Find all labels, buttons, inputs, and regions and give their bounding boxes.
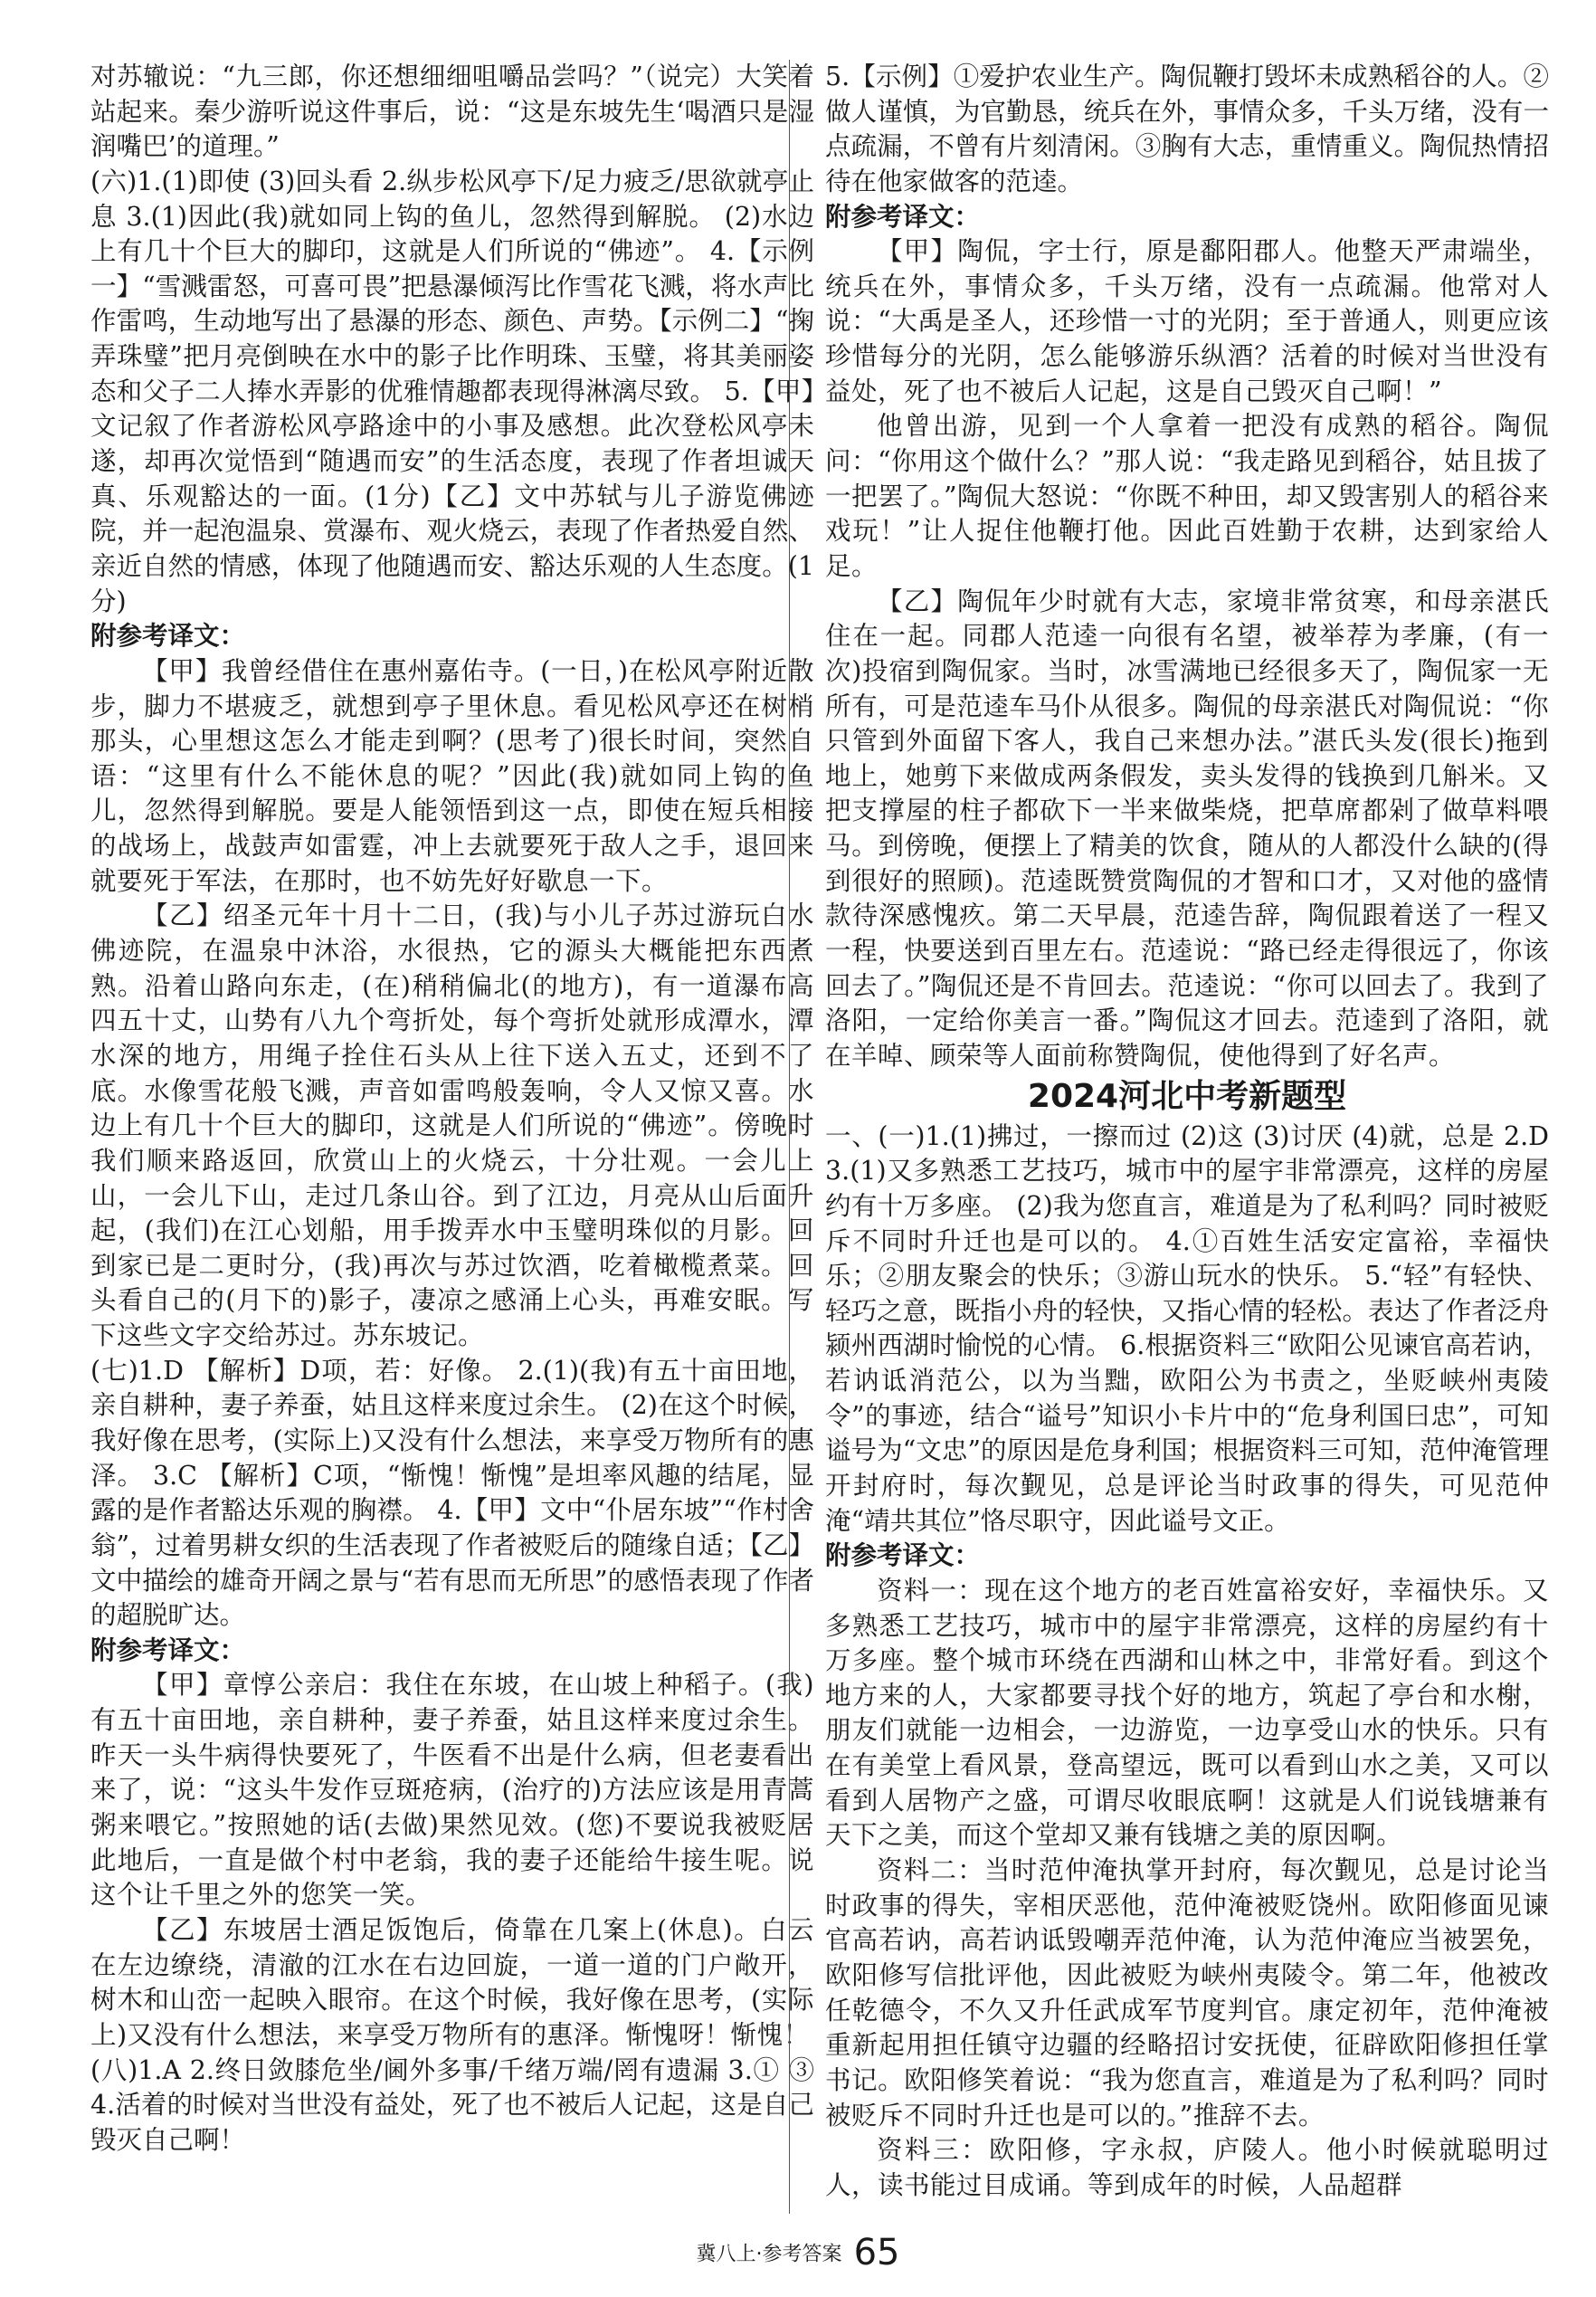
- left-answer-paragraph: (八)1.A 2.终日敛膝危坐/阃外多事/千绪万端/罔有遗漏 3.① ③ 4.活着的时候对当世没有益处，死了也不被后人记起，这是自己毁灭自己啊！: [90, 2054, 814, 2155]
- page-number: 65: [853, 2232, 900, 2273]
- left-translation-paragraph: 【乙】东坡居士酒足饭饱后，倚靠在几案上(休息)。白云在左边缭绕，清澈的江水在右边回旋，一道一道的门户敞开，树木和山峦一起映入眼帘。在这个时候，我好像在思考，(实际上)又没有什么想法，来享受万物所有的惠泽。惭愧呀！惭愧！: [90, 1914, 814, 2050]
- left-translation-paragraph: 【乙】绍圣元年十月十二日，(我)与小儿子苏过游玩白水佛迹院，在温泉中沐浴，水很热，它的源头大概能把东西煮熟。沿着山路向东走，(在)稍稍偏北(的地方)，有一道瀑布高四五十丈，山势有八九个弯折处，每个弯折处就形成潭水，潭水深的地方，用绳子拴住石头从上往下送入五丈，还到不了底。水像雪花般飞溅，声音如雷鸣般轰响，令人又惊又喜。水边上有几十个巨大的脚印，这就是人们所说的“佛迹”。傍晚时我们顺来路返回，欣赏山上的火烧云，十分壮观。一会儿上山，一会儿下山，走过几条山谷。到了江边，月亮从山后面升起，(我们)在江心划船，用手拨弄水中玉璧明珠似的月影。回到家已是二更时分，(我)再次与苏过饮酒，吃着橄榄煮菜。回头看自己的(月下的)影子，凄凉之感涌上心头，再难安眠。写下这些文字交给苏过。苏东坡记。: [90, 901, 814, 1351]
- column-divider: [789, 60, 790, 2214]
- right-answer-paragraph: 5.【示例】①爱护农业生产。陶侃鞭打毁坏未成熟稻谷的人。②做人谨慎，为官勤恳，统兵在外，事情众多，千头万绪，没有一点疏漏，不曾有片刻清闲。③胸有大志，重情重义。陶侃热情招待在他家做客的范逵。: [825, 62, 1549, 196]
- right-translation-paragraph: 资料二：当时范仲淹执掌开封府，每次觐见，总是讨论当时政事的得失，宰相厌恶他，范仲淹被贬饶州。欧阳修面见谏官高若讷，高若讷诋毁嘲弄范仲淹，认为范仲淹应当被罢免，欧阳修写信批评他，因此被贬为峡州夷陵令。第二年，他被改任乾德令，不久又升任武成军节度判官。康定初年，范仲淹被重新起用担任镇守边疆的经略招讨安抚使，征辟欧阳修担任掌书记。欧阳修笑着说：“我为您直言，难道是为了私利吗？同时被贬斥不同时升迁也是可以的。”推辞不去。: [825, 1855, 1549, 2130]
- right-answer-paragraph: 一、(一)1.(1)拂过，一擦而过 (2)这 (3)讨厌 (4)就，总是 2.D 3.(1)又多熟悉工艺技巧，城市中的屋宇非常漂亮，这样的房屋约有十万多座。 (2)我为您直言，难道是为了私利吗？同时被贬斥不同时升迁也是可以的。 4.①百姓生活安定富裕，幸福快乐；②朋友聚会的快乐；③游山玩水的快乐。 5.“轻”有轻快、轻巧之意，既指小舟的轻快，又指心情的轻松。表达了作者泛舟颍州西湖时愉悦的心情。 6.根据资料三“欧阳公见谏官高若讷，若讷诋消范公，以为当黜，欧阳公为书责之，坐贬峡州夷陵令”的事迹，结合“谥号”知识小卡片中的“危身利国曰忠”，可知谥号为“文忠”的原因是危身利国；根据资料三可知，范仲淹管理开封府时，每次觐见，总是评论当时政事的得失，可见范仲淹“靖共其位”恪尽职守，因此谥号文正。: [825, 1120, 1549, 1536]
- right-translation-paragraph: 资料一：现在这个地方的老百姓富裕安好，幸福快乐。又多熟悉工艺技巧，城市中的屋宇非常漂亮，这样的房屋约有十万多座。整个城市环绕在西湖和山林之中，非常好看。到这个地方来的人，大家都要寻找个好的地方，筑起了亭台和水榭，朋友们就能一边相会，一边游览，一边享受山水的快乐。只有在有美堂上看风景，登高望远，既可以看到山水之美，又可以看到人居物产之盛，可谓尽收眼底啊！这就是人们说钱塘兼有天下之美，而这个堂却又兼有钱塘之美的原因啊。: [825, 1575, 1549, 1851]
- right-translation-heading: 附参考译文：: [825, 1540, 981, 1571]
- right-translation-paragraph: 【甲】陶侃，字士行，原是鄱阳郡人。他整天严肃端坐，统兵在外，事情众多，千头万绪，没有一点疏漏。他常对人说：“大禹是圣人，还珍惜一寸的光阴；至于普通人，则更应该珍惜每分的光阴，怎么能够游乐纵酒？活着的时候对当世没有益处，死了也不被后人记起，这是自己毁灭自己啊！”: [825, 236, 1549, 406]
- footer-label: 冀八上·参考答案: [696, 2243, 842, 2266]
- right-translation-paragraph: 资料三：欧阳修，字永叔，庐陵人。他小时候就聪明过人，读书能过目成诵。等到成年的时候，人品超群: [825, 2135, 1549, 2200]
- right-section-title: 2024河北中考新题型: [1027, 1077, 1347, 1115]
- left-translation-paragraph: 【甲】我曾经借住在惠州嘉佑寺。(一日，)在松风亭附近散步，脚力不堪疲乏，就想到亭子里休息。看见松风亭还在树梢那头，心里想这怎么才能走到啊？(思考了)很长时间，突然自语：“这里有什么不能休息的呢？”因此(我)就如同上钩的鱼儿，忽然得到解脱。要是人能领悟到这一点，即使在短兵相接的战场上，战鼓声如雷霆，冲上去就要死于敌人之手，退回来就要死于军法，在那时，也不妨先好好歇息一下。: [90, 655, 814, 896]
- left-translation-paragraph: 【甲】章惇公亲启：我住在东坡，在山坡上种稻子。(我)有五十亩田地，亲自耕种，妻子养蚕，姑且这样来度过余生。昨天一头牛病得快要死了，牛医看不出是什么病，但老妻看出来了，说：“这头牛发作豆斑疮病，(治疗的)方法应该是用青蒿粥来喂它。”按照她的话(去做)果然见效。(您)不要说我被贬居此地后，一直是做个村中老翁，我的妻子还能给牛接生呢。说这个让千里之外的您笑一笑。: [90, 1670, 814, 1911]
- left-answer-paragraph: (六)1.(1)即使 (3)回头看 2.纵步松风亭下/足力疲乏/思欲就亭止息 3.(1)因此(我)就如同上钩的鱼儿，忽然得到解脱。 (2)水边上有几十个巨大的脚印，这就是人们所说的“佛迹”。 4.【示例一】“雪溅雷怒，可喜可畏”把悬瀑倾泻比作雪花飞溅，将水声比作雷鸣，生动地写出了悬瀑的形态、颜色、声势。【示例二】“掬弄珠璧”把月亮倒映在水中的影子比作明珠、玉璧，将其美丽姿态和父子二人捧水弄影的优雅情趣都表现得淋漓尽致。 5.【甲】文记叙了作者游松风亭路途中的小事及感想。此次登松风亭未遂，却再次觉悟到“随遇而安”的生活态度，表现了作者坦诚天真、乐观豁达的一面。(1分)【乙】文中苏轼与儿子游览佛迹院，并一起泡温泉、赏瀑布、观火烧云，表现了作者热爱自然、亲近自然的情感，体现了他随遇而安、豁达乐观的人生态度。(1分): [90, 166, 814, 616]
- left-answer-paragraph: 对苏辙说：“九三郎，你还想细细咀嚼品尝吗？”（说完）大笑着站起来。秦少游听说这件事后，说：“这是东坡先生‘喝酒只是湿润嘴巴’的道理。”: [90, 62, 814, 162]
- right-translation-heading: 附参考译文：: [825, 201, 981, 232]
- right-translation-paragraph: 【乙】陶侃年少时就有大志，家境非常贫寒，和母亲湛氏住在一起。同郡人范逵一向很有名望，被举荐为孝廉，(有一次)投宿到陶侃家。当时，冰雪满地已经很多天了，陶侃家一无所有，可是范逵车马仆从很多。陶侃的母亲湛氏对陶侃说：“你只管到外面留下客人，我自己来想办法。”湛氏头发(很长)拖到地上，她剪下来做成两条假发，卖头发得的钱换到几斛米。又把支撑屋的柱子都砍下一半来做柴烧，把草席都剁了做草料喂马。到傍晚，便摆上了精美的饮食，随从的人都没什么缺的(得到很好的照顾)。范逵既赞赏陶侃的才智和口才，又对他的盛情款待深感愧疚。第二天早晨，范逵告辞，陶侃跟着送了一程又一程，快要送到百里左右。范逵说：“路已经走得很远了，你该回去了。”陶侃还是不肯回去。范逵说：“你可以回去了。我到了洛阳，一定给你美言一番。”陶侃这才回去。范逵到了洛阳，就在羊晫、顾荣等人面前称赞陶侃，使他得到了好名声。: [825, 586, 1549, 1071]
- left-translation-heading: 附参考译文：: [90, 621, 246, 652]
- left-text-column: [90, 60, 814, 2158]
- right-translation-paragraph: 他曾出游，见到一个人拿着一把没有成熟的稻谷。陶侃问：“你用这个做什么？”那人说：“我走路见到稻谷，姑且拔了一把罢了。”陶侃大怒说：“你既不种田，却又毁害别人的稻谷来戏玩！”让人捉住他鞭打他。因此百姓勤于农耕，达到家给人足。: [825, 411, 1549, 581]
- right-text-column: [825, 60, 1549, 2203]
- page-footer: [0, 2232, 1596, 2273]
- left-translation-heading: 附参考译文：: [90, 1635, 246, 1665]
- left-answer-paragraph: (七)1.D 【解析】D项，若：好像。 2.(1)(我)有五十亩田地，亲自耕种，妻子养蚕，姑且这样来度过余生。 (2)在这个时候，我好像在思考，(实际上)又没有什么想法，来享受万物所有的惠泽。 3.C 【解析】C项，“惭愧！惭愧”是坦率风趣的结尾，显露的是作者豁达乐观的胸襟。 4.【甲】文中“仆居东坡”“作村舍翁”，过着男耕女织的生活表现了作者被贬后的随缘自适；【乙】文中描绘的雄奇开阔之景与“若有思而无所思”的感悟表现了作者的超脱旷达。: [90, 1355, 814, 1631]
